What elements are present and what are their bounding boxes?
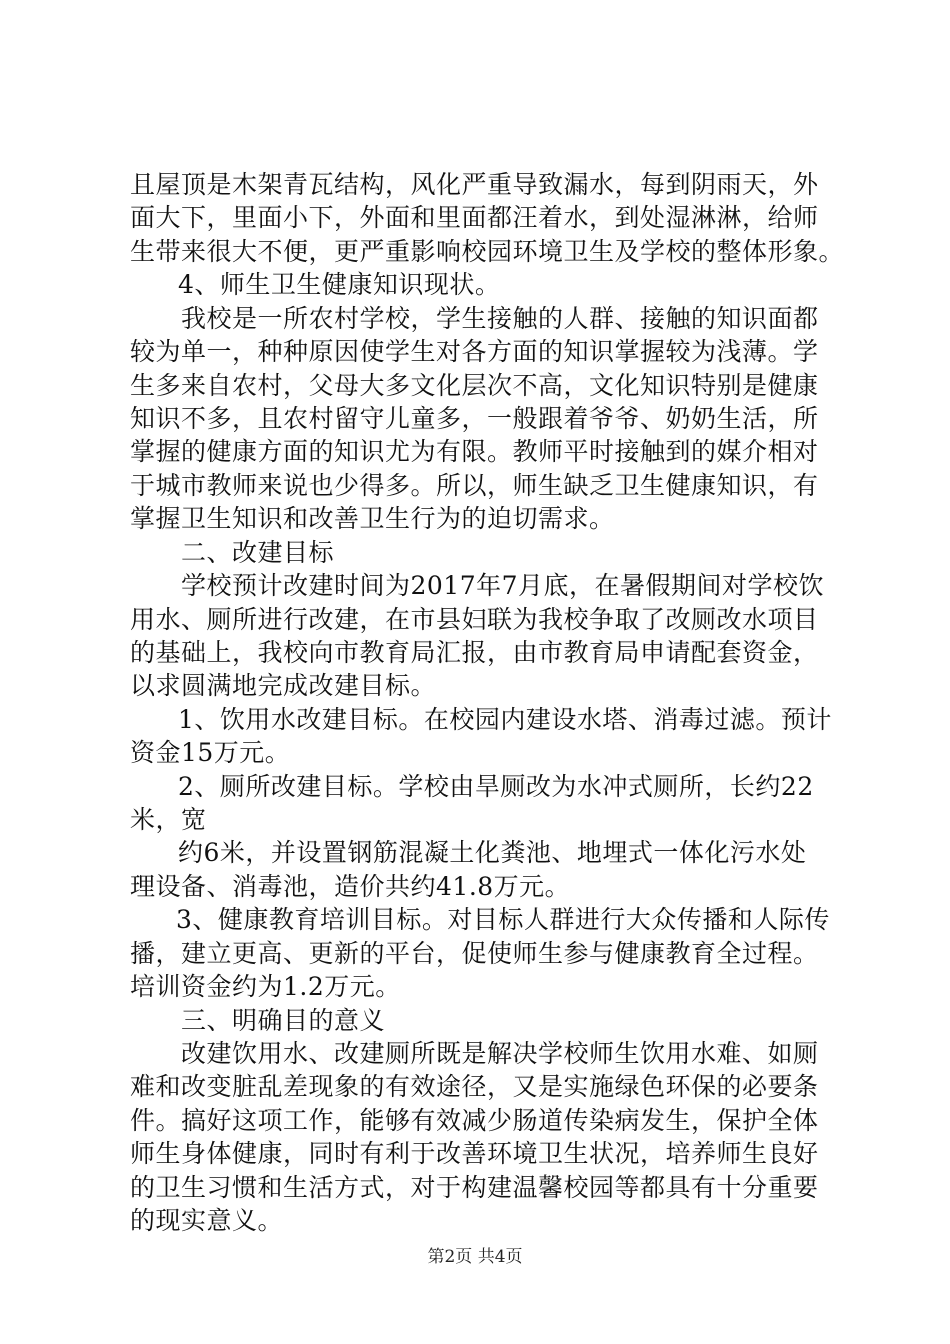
text-line: 播，建立更高、更新的平台，促使师生参与健康教育全过程。	[130, 938, 819, 968]
text-line: 师生身体健康，同时有利于改善环境卫生状况，培养师生良好	[130, 1139, 819, 1169]
text-line: 以求圆满地完成改建目标。	[130, 671, 437, 701]
text-line: 2、厕所改建目标。学校由旱厕改为水冲式厕所，长约22	[178, 771, 814, 801]
text-line: 3、健康教育培训目标。对目标人群进行大众传播和人际传	[176, 905, 830, 935]
text-line: 生带来很大不便，更严重影响校园环境卫生及学校的整体形象。	[130, 236, 845, 266]
text-line: 的基础上，我校向市教育局汇报，由市教育局申请配套资金，	[130, 637, 819, 667]
text-line: 知识不多，且农村留守儿童多，一般跟着爷爷、奶奶生活，所	[130, 403, 819, 433]
section-heading: 二、改建目标	[181, 537, 335, 567]
section-heading: 三、明确目的意义	[181, 1005, 386, 1035]
text-line: 米，宽	[130, 805, 207, 834]
page-number-footer: 第2页 共4页	[427, 1247, 523, 1267]
text-line: 掌握卫生知识和改善卫生行为的迫切需求。	[130, 504, 615, 534]
text-line: 生多来自农村，父母大多文化层次不高，文化知识特别是健康	[130, 370, 819, 400]
text-line: 的现实意义。	[130, 1206, 284, 1235]
text-line: 我校是一所农村学校，学生接触的人群、接触的知识面都	[181, 303, 819, 333]
text-line: 掌握的健康方面的知识尤为有限。教师平时接触到的媒介相对	[130, 437, 819, 467]
text-line: 较为单一，种种原因使学生对各方面的知识掌握较为浅薄。学	[130, 337, 819, 367]
text-line: 于城市教师来说也少得多。所以，师生缺乏卫生健康知识，有	[130, 470, 819, 500]
text-line: 件。搞好这项工作，能够有效减少肠道传染病发生，保护全体	[130, 1105, 819, 1135]
text-line: 难和改变脏乱差现象的有效途径，又是实施绿色环保的必要条	[130, 1072, 819, 1102]
text-line: 约6米，并设置钢筋混凝土化粪池、地埋式一体化污水处	[178, 838, 807, 868]
text-line: 面大下，里面小下，外面和里面都汪着水，到处湿淋淋，给师	[130, 203, 819, 233]
text-line: 学校预计改建时间为2017年7月底，在暑假期间对学校饮	[181, 571, 825, 600]
section-heading: 4、师生卫生健康知识现状。	[178, 270, 501, 300]
text-line: 理设备、消毒池，造价共约41.8万元。	[130, 871, 571, 901]
text-line: 资金15万元。	[130, 738, 291, 768]
text-line: 用水、厕所进行改建，在市县妇联为我校争取了改厕改水项目	[130, 604, 819, 634]
text-line: 改建饮用水、改建厕所既是解决学校师生饮用水难、如厕	[181, 1038, 819, 1068]
text-line: 且屋顶是木架青瓦结构，风化严重导致漏水，每到阴雨天，外	[130, 170, 819, 199]
text-line: 的卫生习惯和生活方式，对于构建温馨校园等都具有十分重要	[130, 1172, 819, 1202]
text-line: 1、饮用水改建目标。在校园内建设水塔、消毒过滤。预计	[178, 704, 832, 734]
text-line: 培训资金约为1.2万元。	[130, 972, 401, 1002]
